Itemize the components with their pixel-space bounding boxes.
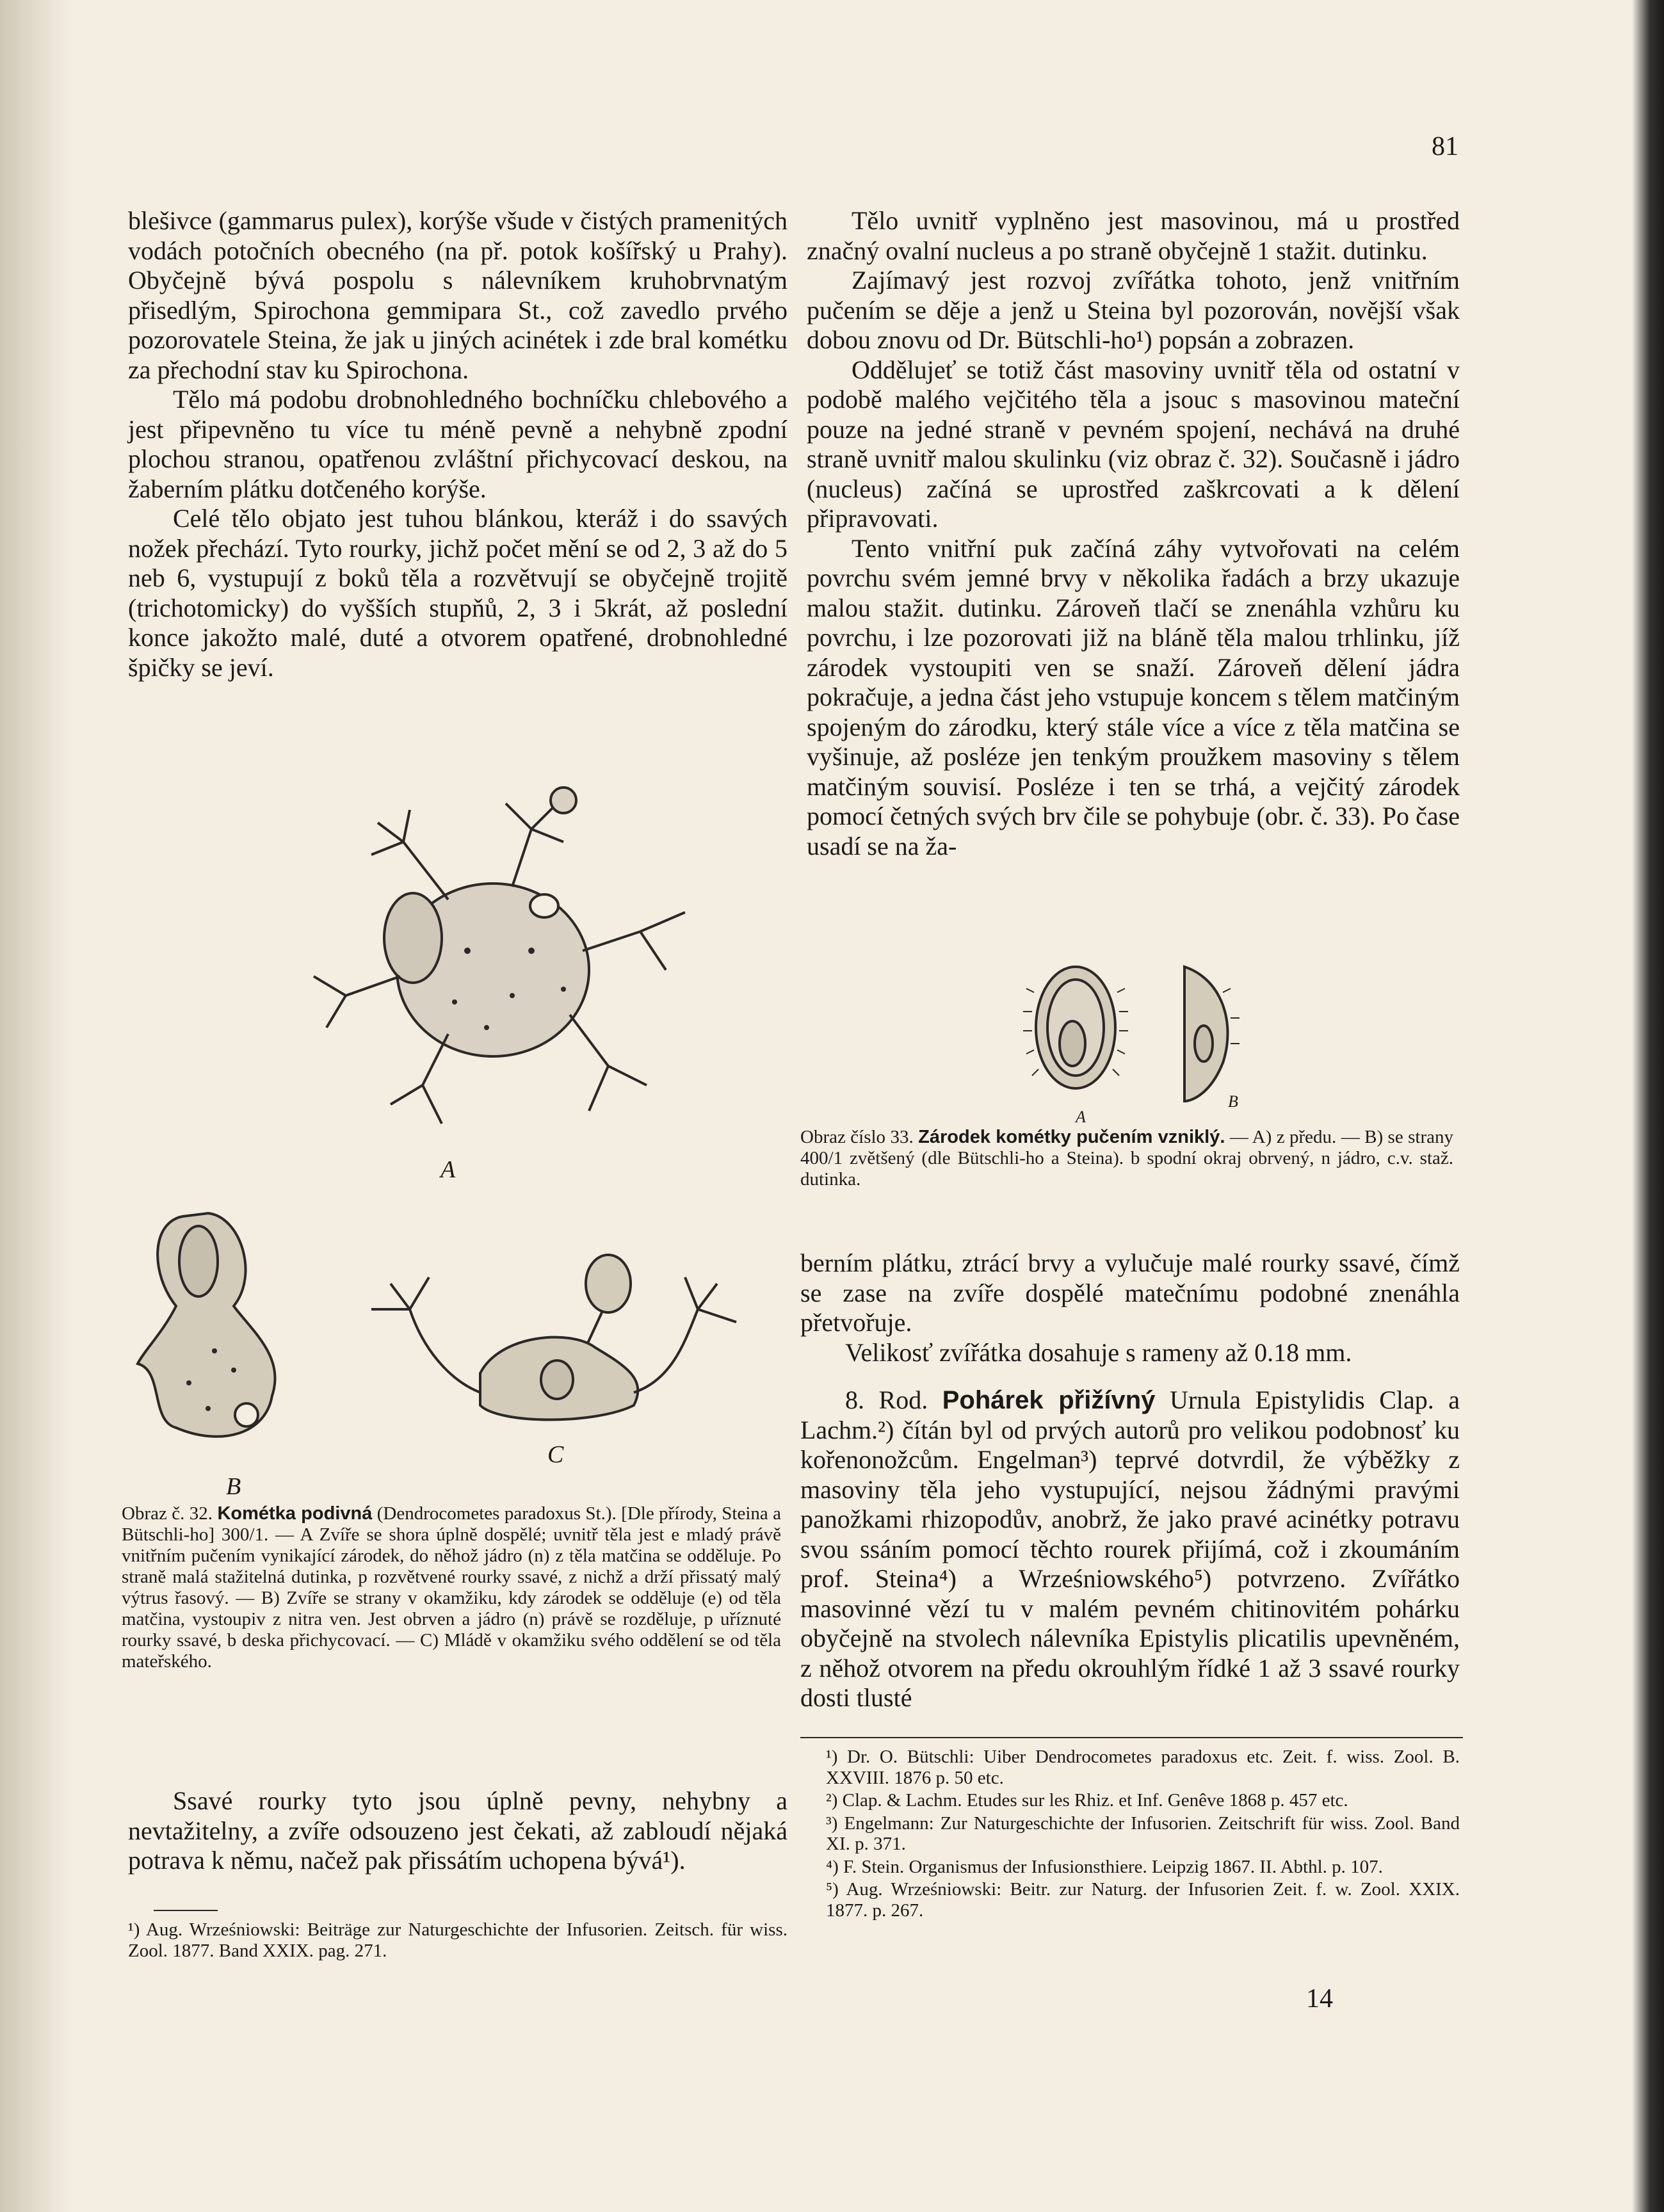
signature-mark: 14 (1306, 1984, 1333, 2014)
right-paragraph-2: Zajímavý jest rozvoj zvířátka tohoto, jenž vnitřním pučením se děje a jenž u Steina byl pozorován, novější však dobou znovu od Dr. Bütschli-ho¹) popsán a zobrazen. (807, 266, 1460, 354)
right-footnote-5: ⁵) Aug. Wrześniowski: Beitr. zur Naturg. der Infusorien Zeit. f. w. Zool. XXIX. 1877. p. 267. (826, 1879, 1460, 1921)
figure-33-label-b: B (1228, 1092, 1238, 1111)
figure-33-caption-title: Zárodek kométky pučením vzniklý. (918, 1127, 1225, 1147)
right-footnotes (826, 1747, 1460, 1923)
section-8-genus-name: Pohárek přižívný (942, 1386, 1156, 1414)
right-paragraph-1: Tělo uvnitř vyplněno jest masovinou, má u prostřed značný ovalní nucleus a po straně obyčejně 1 stažit. dutinku. (807, 206, 1460, 265)
right-after-figure-paragraph-2: Velikosť zvířátka dosahuje s rameny až 0.18 mm. (845, 1337, 1352, 1367)
figure-32-caption-label: Obraz č. 32. (122, 1503, 213, 1524)
figure-33-illustration (999, 954, 1280, 1108)
left-after-figure-paragraph: Ssavé rourky tyto jsou úplně pevny, nehybny a nevtažitelny, a zvíře odsouzeno jest čekati, až zabloudí nějaká potrava k němu, načež pak přissátím uchopena bývá¹). (128, 1786, 788, 1875)
right-footnote-4: ⁴) F. Stein. Organismus der Infusionsthiere. Leipzig 1867. II. Abthl. p. 107. (826, 1856, 1383, 1877)
figure-32-label-b: B (226, 1473, 241, 1500)
right-footnote-rule (800, 1737, 1463, 1738)
page-right-edge (1632, 0, 1664, 2212)
right-column-bottom (800, 1248, 1460, 1713)
left-footnote-1: ¹) Aug. Wrześniowski: Beiträge zur Naturgeschichte der Infusorien. Zeitsch. für wiss. Zool. 1877. Band XXIX. pag. 271. (128, 1919, 788, 1961)
figure-33-caption-label: Obraz číslo 33. (800, 1127, 914, 1147)
left-footnotes (128, 1919, 788, 1963)
page-number: 81 (1432, 132, 1458, 161)
left-paragraph-3: Celé tělo objato jest tuhou blánkou, kteráž i do ssavých nožek přechází. Tyto rourky, jichž počet mění se od 2, 3 až do 5 neb 6, vystupují z boků těla a rozvětvují se obyčejně trojitě (trichotomicky) do vyšších stupňů, 2, 3 i 5krát, až poslední konce jakožto malé, duté a otvorem opatřené, drobnohledné špičky se jeví. (128, 504, 788, 682)
left-paragraph-1: blešivce (gammarus pulex), korýše všude v čistých pramenitých vodách potočních obecného (na př. potok košířský u Prahy). Obyčejně bývá pospolu s nálevníkem kruhobrvnatým přisedlým, Spirochona gemmipara St., což zavedlo prvého pozorovatele Steina, že jak u jiných acinétek i zde bral kométku za přechodní stav ku Spirochona. (128, 206, 788, 384)
section-8-text: Urnula Epistylidis Clap. a Lachm.²) čítán byl od prvých autorů pro velikou podobnosť ku kořenonožcům. Engelman³) teprvé dotvrdil, že výběžky z masoviny těla jeho vystupující, nejsou žádnými pravými panožkami rhizopodův, anobrž, že jako pravé acinétky potravu svou ssáním pomocí těchto rourek přijímá, což i zkoumáním prof. Steina⁴) a Wrześniowského⁵) potvrzeno. Zvířátko masovinné vězí tu v malém pevném chitinovitém pohárku obyčejně na stvolech nálevníka Epistylis plicatilis upevněném, z něhož otvorem na předu okrouhlým řídké 1 až 3 ssavé rourky dosti tlusté (800, 1385, 1460, 1712)
right-paragraph-3: Oddělujeť se totiž část masoviny uvnitř těla od ostatní v podobě malého vejčitého těla a jsouc s masovinou mateční pouze na jedné straně v pevném spojení, nechává na druhé straně uvnitř malou skulinku (viz obraz č. 32). Současně i jádro (nucleus) začíná se uprostřed zaškrcovati a k dělení připravovati. (807, 355, 1460, 533)
section-8-paragraph (800, 1385, 1460, 1713)
figure-32-label-a: A (440, 1156, 456, 1183)
figure-33-caption-text: — A) z předu. — B) se strany 400/1 zvětšený (dle Bütschli-ho a Steina). b spodní okraj obrvený, n jádro, c.v. staž. dutinka. (800, 1127, 1454, 1190)
figure-32-c-illustration (352, 1252, 749, 1425)
section-8-lead: 8. Rod. (845, 1385, 928, 1414)
figure-33-caption (800, 1127, 1453, 1190)
figure-32-a-illustration (301, 784, 736, 1143)
right-paragraph-4: Tento vnitřní puk začíná záhy vytvořovati na celém povrchu svém jemné brvy v několika řadách a brzy ukazuje malou stažit. dutinku. Zároveň tlačí se znenáhla vzhůru ku povrchu, i lze pozorovati již na bláně těla malou trhlinku, jíž zárodek vystoupiti ven se snaží. Zároveň dělení jádra pokračuje, a jedna část jeho vstupuje koncem s tělem matčiným spojeným do zárodku, který stále více a více z těla matčina se vyšinuje, až posléze jen tenkým proužkem masoviny s tělem matčiným souvisí. Posléze i ten se trhá, a vejčitý zárodek pomocí četných svých brv čile se pohybuje (obr. č. 33). Po čase usadí se na ža- (807, 533, 1460, 860)
right-column-top (807, 206, 1460, 861)
figure-32-label-c: C (547, 1441, 564, 1468)
right-footnote-2: ²) Clap. & Lachm. Etudes sur les Rhiz. et Inf. Genêve 1868 p. 457 etc. (826, 1790, 1348, 1811)
left-column-top (128, 206, 788, 682)
figure-32-caption-title: Kométka podivná (217, 1503, 373, 1524)
left-paragraph-2: Tělo má podobu drobnohledného bochníčku chlebového a jest připevněno tu více tu méně pevně a nehybně zpodní plochou stranou, opatřenou zvláštní přichycovací deskou, na žaberním plátku dotčeného korýše. (128, 385, 788, 503)
figure-32-b-illustration (125, 1204, 323, 1460)
page-left-shadow (0, 0, 70, 2212)
right-after-figure-paragraph-1: berním plátku, ztrácí brvy a vylučuje malé rourky ssavé, čímž se zase na zvíře dospělé matečnímu podobné znenáhla přetvořuje. (800, 1248, 1460, 1337)
figure-33-label-a: A (1076, 1108, 1086, 1126)
right-footnote-3: ³) Engelmann: Zur Naturgeschichte der Infusorien. Zeitschrift für wiss. Zool. Band XI. p. 371. (826, 1812, 1460, 1854)
right-footnote-1: ¹) Dr. O. Bütschli: Uiber Dendrocometes paradoxus etc. Zeit. f. wiss. Zool. B. XXVIII. 1876 p. 50 etc. (826, 1747, 1460, 1788)
left-footnote-rule (154, 1910, 218, 1911)
figure-32-caption (122, 1503, 781, 1672)
left-column-bottom (128, 1786, 788, 1876)
figure-32-caption-text: (Dendrocometes paradoxus St.). [Dle přírody, Steina a Bütschli-ho] 300/1. — A Zvíře se shora úplně dospělé; uvnitř těla jest e mladý právě vnitřním pučením vynikající zárodek, do něhož jádro (n) z těla matčina se odděluje. Po straně malá stažitelná dutinka, p rozvětvené rourky ssavé, z nichž a drží přissatý malý výtrus řasový. — B) Zvíře se strany v okamžiku, kdy zárodek se odděluje (e) od těla matčina, vystoupiv z nitra ven. Jest obrven a jádro (n) právě se rozděluje, p uříznuté rourky ssavé, b deska přichycovací. — C) Mládě v okamžiku svého oddělení se od těla mateřského. (122, 1503, 782, 1672)
